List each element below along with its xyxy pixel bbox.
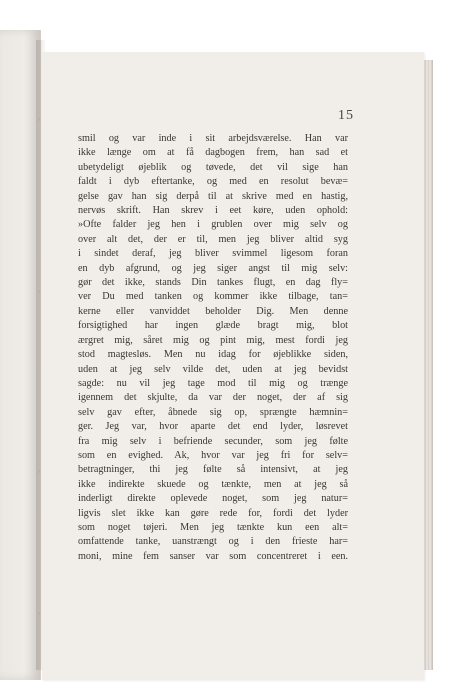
text-line: uden at jeg selv vilde det, uden at jeg bevidst (78, 363, 348, 375)
page-number: 15 (338, 108, 354, 123)
text-line: gelse gav han sig derpå til at skrive med en hastig, (78, 190, 348, 202)
text-line: inderligt direkte oplevede noget, som jeg natur= (78, 493, 348, 505)
binding-stitch (38, 612, 40, 615)
text-line: over alt det, der er til, men jeg bliver altid syg (78, 233, 348, 245)
text-line: sagde: nu vil jeg tage mod til mig og trænge (78, 377, 348, 389)
text-line: gør det ikke, stands Din tankes flugt, en dag fly= (78, 277, 348, 289)
text-line: i sindet deraf, jeg bliver svimmel ligesom foran (78, 248, 348, 260)
text-line: selv gav efter, åbnede sig op, sprængte hæmnin= (78, 406, 348, 418)
binding-stitch (38, 470, 40, 473)
text-line: kerne eller vanviddet beholder Dig. Men denne (78, 305, 348, 317)
text-line: som noget tøjeri. Men jeg tænkte kun een alt= (78, 521, 348, 533)
text-line: smil og var inde i sit arbejdsværelse. Han var (78, 133, 348, 144)
text-line: ubetydeligt øjeblik og tøvede, det vil sige han (78, 161, 348, 173)
binding-stitch (38, 118, 40, 121)
binding-stitch (38, 290, 40, 293)
left-page (0, 30, 41, 680)
text-line: betragtninger, thi jeg følte så intensivt, at jeg (78, 464, 348, 476)
text-line: en dyb afgrund, og jeg siger angst til mig selv: (78, 262, 348, 274)
text-line: »Ofte falder jeg hen i grublen over mig selv og (78, 219, 348, 231)
text-line: som en evighed. Ak, hvor var jeg fri for selv= (78, 449, 348, 461)
text-line: stod magtesløs. Men nu idag for øjeblikke siden, (78, 349, 348, 361)
right-page (42, 52, 424, 680)
text-line: ikke indirekte skuede og tænkte, men at jeg så (78, 478, 348, 490)
text-line: ger. Jeg var, hvor aparte det end lyder, løsrevet (78, 421, 348, 433)
text-line: ikke længe om at få dagbogen frem, han sad et (78, 147, 348, 159)
text-line: fra mig selv i befriende secunder, som jeg følte (78, 435, 348, 447)
text-line: omfattende tanke, uanstrængt og i den frieste har= (78, 536, 348, 548)
text-line: ærgret mig, såret mig og pint mig, mest fordi jeg (78, 334, 348, 346)
page-body-text (78, 132, 348, 564)
text-line: moni, mine fem sanser var som concentreret i een. (78, 550, 348, 562)
text-line: nervøs skrift. Han skrev i eet køre, uden ophold: (78, 205, 348, 217)
text-line: forsigtighed har ingen glæde bragt mig, blot (78, 320, 348, 332)
text-line: ligvis slet ikke kan gøre rede for, fordi det lyder (78, 507, 348, 519)
text-line: igennem det skjulte, da var der noget, der af sig (78, 392, 348, 404)
text-line: faldt i dyb eftertanke, og med en resolut bevæ= (78, 176, 348, 188)
text-line: ver Du med tanken og kommer ikke tilbage, tan= (78, 291, 348, 303)
